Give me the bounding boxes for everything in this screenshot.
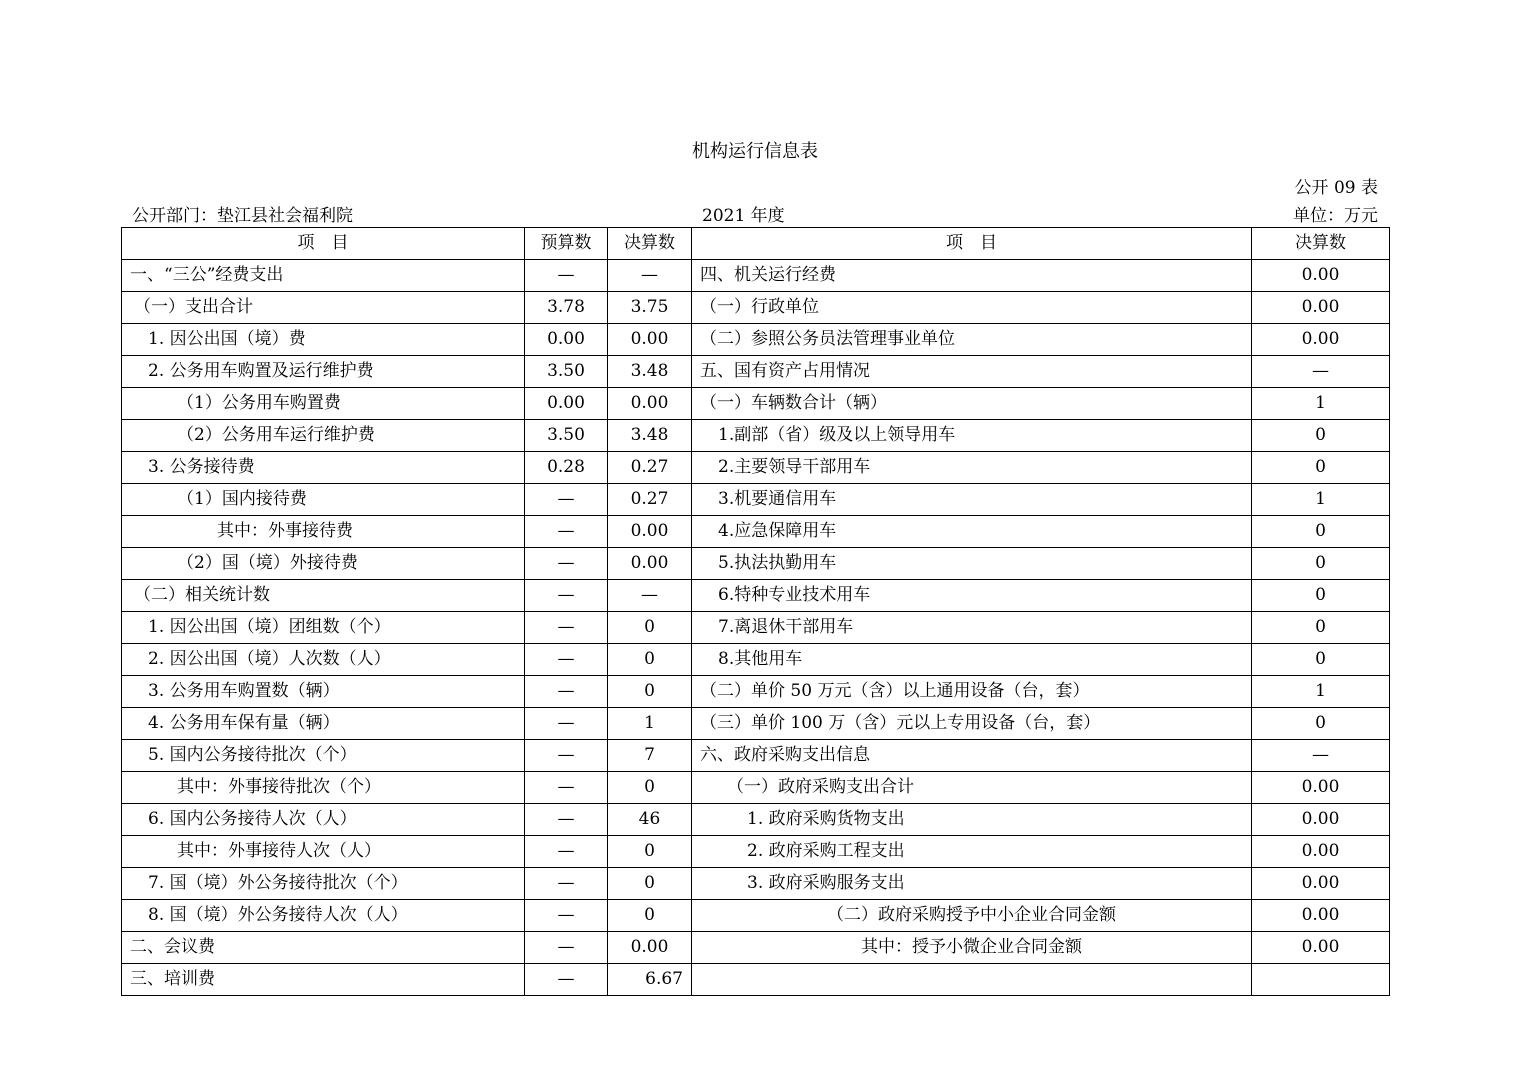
final-cell: 3.75 [608,292,692,324]
right-item-cell: （一）车辆数合计（辆） [692,388,1252,420]
right-final-cell: 0.00 [1252,804,1390,836]
right-final-cell: 1 [1252,388,1390,420]
left-item-cell: 1. 因公出国（境）费 [122,324,525,356]
right-item-cell: 五、国有资产占用情况 [692,356,1252,388]
table-row [122,260,1390,292]
table-title: 机构运行信息表 [692,141,818,162]
final-cell: 46 [608,804,692,836]
final-cell: 0.00 [608,324,692,356]
right-final-cell: 0 [1252,580,1390,612]
left-item-cell: 3. 公务接待费 [122,452,525,484]
table-row [122,772,1390,804]
budget-cell: 0.28 [525,452,608,484]
header-right-final: 决算数 [1252,228,1390,260]
budget-cell: — [525,676,608,708]
budget-cell: — [525,260,608,292]
final-cell: 6.67 [608,964,692,996]
right-item-cell: 4.应急保障用车 [692,516,1252,548]
left-item-cell: （2）国（境）外接待费 [122,548,525,580]
final-cell: 0 [608,676,692,708]
table-row [122,964,1390,996]
final-cell: 7 [608,740,692,772]
left-item-cell: 3. 公务用车购置数（辆） [122,676,525,708]
left-item-cell: 2. 公务用车购置及运行维护费 [122,356,525,388]
final-cell: 0.00 [608,548,692,580]
left-item-cell: （1）国内接待费 [122,484,525,516]
budget-cell: — [525,548,608,580]
table-row [122,900,1390,932]
table-row [122,324,1390,356]
right-final-cell: 0.00 [1252,868,1390,900]
table-row [122,932,1390,964]
left-item-cell: 8. 国（境）外公务接待人次（人） [122,900,525,932]
final-cell: 3.48 [608,356,692,388]
left-item-cell: 6. 国内公务接待人次（人） [122,804,525,836]
fiscal-year: 2021 年度 [702,206,785,226]
right-final-cell: 0.00 [1252,836,1390,868]
table-row [122,612,1390,644]
budget-cell: 0.00 [525,388,608,420]
unit-label: 单位：万元 [1293,206,1378,226]
header-budget: 预算数 [525,228,608,260]
final-cell: 0.27 [608,484,692,516]
table-row [122,292,1390,324]
table-row [122,388,1390,420]
right-item-cell: 四、机关运行经费 [692,260,1252,292]
table-row [122,356,1390,388]
final-cell: 0.00 [608,932,692,964]
right-item-cell: （一）政府采购支出合计 [692,772,1252,804]
budget-cell: — [525,516,608,548]
info-table [121,227,1390,996]
left-item-cell: 一、“三公”经费支出 [122,260,525,292]
final-cell: 0.00 [608,516,692,548]
budget-cell: — [525,612,608,644]
table-row [122,548,1390,580]
right-final-cell: 0.00 [1252,324,1390,356]
right-final-cell: 0.00 [1252,772,1390,804]
right-item-cell: 六、政府采购支出信息 [692,740,1252,772]
right-item-cell: 5.执法执勤用车 [692,548,1252,580]
final-cell: 0 [608,772,692,804]
final-cell: 0 [608,900,692,932]
table-row [122,836,1390,868]
right-item-cell: 3. 政府采购服务支出 [692,868,1252,900]
right-item-cell [692,964,1252,996]
table-row [122,676,1390,708]
header-left-item: 项 目 [122,228,525,260]
right-final-cell: 0 [1252,516,1390,548]
budget-cell: — [525,772,608,804]
final-cell: — [608,260,692,292]
final-cell: 1 [608,708,692,740]
budget-cell: — [525,644,608,676]
left-item-cell: 7. 国（境）外公务接待批次（个） [122,868,525,900]
left-item-cell: （二）相关统计数 [122,580,525,612]
final-cell: 0 [608,644,692,676]
budget-cell: 3.50 [525,420,608,452]
department-label: 公开部门：垫江县社会福利院 [132,206,353,226]
right-final-cell: — [1252,740,1390,772]
right-final-cell: 0 [1252,420,1390,452]
left-item-cell: （2）公务用车运行维护费 [122,420,525,452]
right-final-cell: 0.00 [1252,292,1390,324]
right-final-cell: 0.00 [1252,932,1390,964]
left-item-cell: 4. 公务用车保有量（辆） [122,708,525,740]
table-row [122,740,1390,772]
left-item-cell: （1）公务用车购置费 [122,388,525,420]
table-row [122,868,1390,900]
table-row [122,644,1390,676]
budget-cell: — [525,740,608,772]
right-final-cell: 1 [1252,484,1390,516]
final-cell: 0.27 [608,452,692,484]
right-final-cell: 0 [1252,644,1390,676]
left-item-cell: 其中：外事接待批次（个） [122,772,525,804]
right-final-cell: 0 [1252,708,1390,740]
right-item-cell: （一）行政单位 [692,292,1252,324]
left-item-cell: 其中：外事接待人次（人） [122,836,525,868]
table-row [122,708,1390,740]
final-cell: — [608,580,692,612]
right-item-cell: 1.副部（省）级及以上领导用车 [692,420,1252,452]
budget-cell: — [525,484,608,516]
right-final-cell: 0.00 [1252,900,1390,932]
right-item-cell: （二）参照公务员法管理事业单位 [692,324,1252,356]
final-cell: 0.00 [608,388,692,420]
budget-cell: — [525,580,608,612]
right-item-cell: （二）政府采购授予中小企业合同金额 [692,900,1252,932]
right-item-cell: （二）单价 50 万元（含）以上通用设备（台，套） [692,676,1252,708]
table-row [122,516,1390,548]
budget-cell: 3.50 [525,356,608,388]
right-final-cell: — [1252,356,1390,388]
right-item-cell: 2. 政府采购工程支出 [692,836,1252,868]
final-cell: 0 [608,612,692,644]
right-item-cell: 1. 政府采购货物支出 [692,804,1252,836]
right-final-cell: 0 [1252,548,1390,580]
left-item-cell: 二、会议费 [122,932,525,964]
budget-cell: — [525,932,608,964]
budget-cell: — [525,868,608,900]
header-row [122,228,1390,260]
budget-cell: 3.78 [525,292,608,324]
right-item-cell: 7.离退休干部用车 [692,612,1252,644]
right-item-cell: 6.特种专业技术用车 [692,580,1252,612]
right-final-cell: 0 [1252,612,1390,644]
right-item-cell: 8.其他用车 [692,644,1252,676]
table-row [122,484,1390,516]
right-final-cell [1252,964,1390,996]
budget-cell: — [525,900,608,932]
final-cell: 0 [608,836,692,868]
header-right-item: 项 目 [692,228,1252,260]
left-item-cell: 三、培训费 [122,964,525,996]
form-number: 公开 09 表 [1294,178,1378,198]
table-row [122,804,1390,836]
right-final-cell: 0 [1252,452,1390,484]
left-item-cell: 5. 国内公务接待批次（个） [122,740,525,772]
right-final-cell: 0.00 [1252,260,1390,292]
left-item-cell: 其中：外事接待费 [122,516,525,548]
budget-cell: 0.00 [525,324,608,356]
right-item-cell: 其中：授予小微企业合同金额 [692,932,1252,964]
final-cell: 0 [608,868,692,900]
left-item-cell: 2. 因公出国（境）人次数（人） [122,644,525,676]
left-item-cell: 1. 因公出国（境）团组数（个） [122,612,525,644]
budget-cell: — [525,804,608,836]
right-item-cell: 2.主要领导干部用车 [692,452,1252,484]
budget-cell: — [525,708,608,740]
budget-cell: — [525,964,608,996]
table-row [122,452,1390,484]
final-cell: 3.48 [608,420,692,452]
left-item-cell: （一）支出合计 [122,292,525,324]
right-item-cell: （三）单价 100 万（含）元以上专用设备（台，套） [692,708,1252,740]
header-final: 决算数 [608,228,692,260]
right-item-cell: 3.机要通信用车 [692,484,1252,516]
table-row [122,420,1390,452]
budget-cell: — [525,836,608,868]
table-row [122,580,1390,612]
right-final-cell: 1 [1252,676,1390,708]
